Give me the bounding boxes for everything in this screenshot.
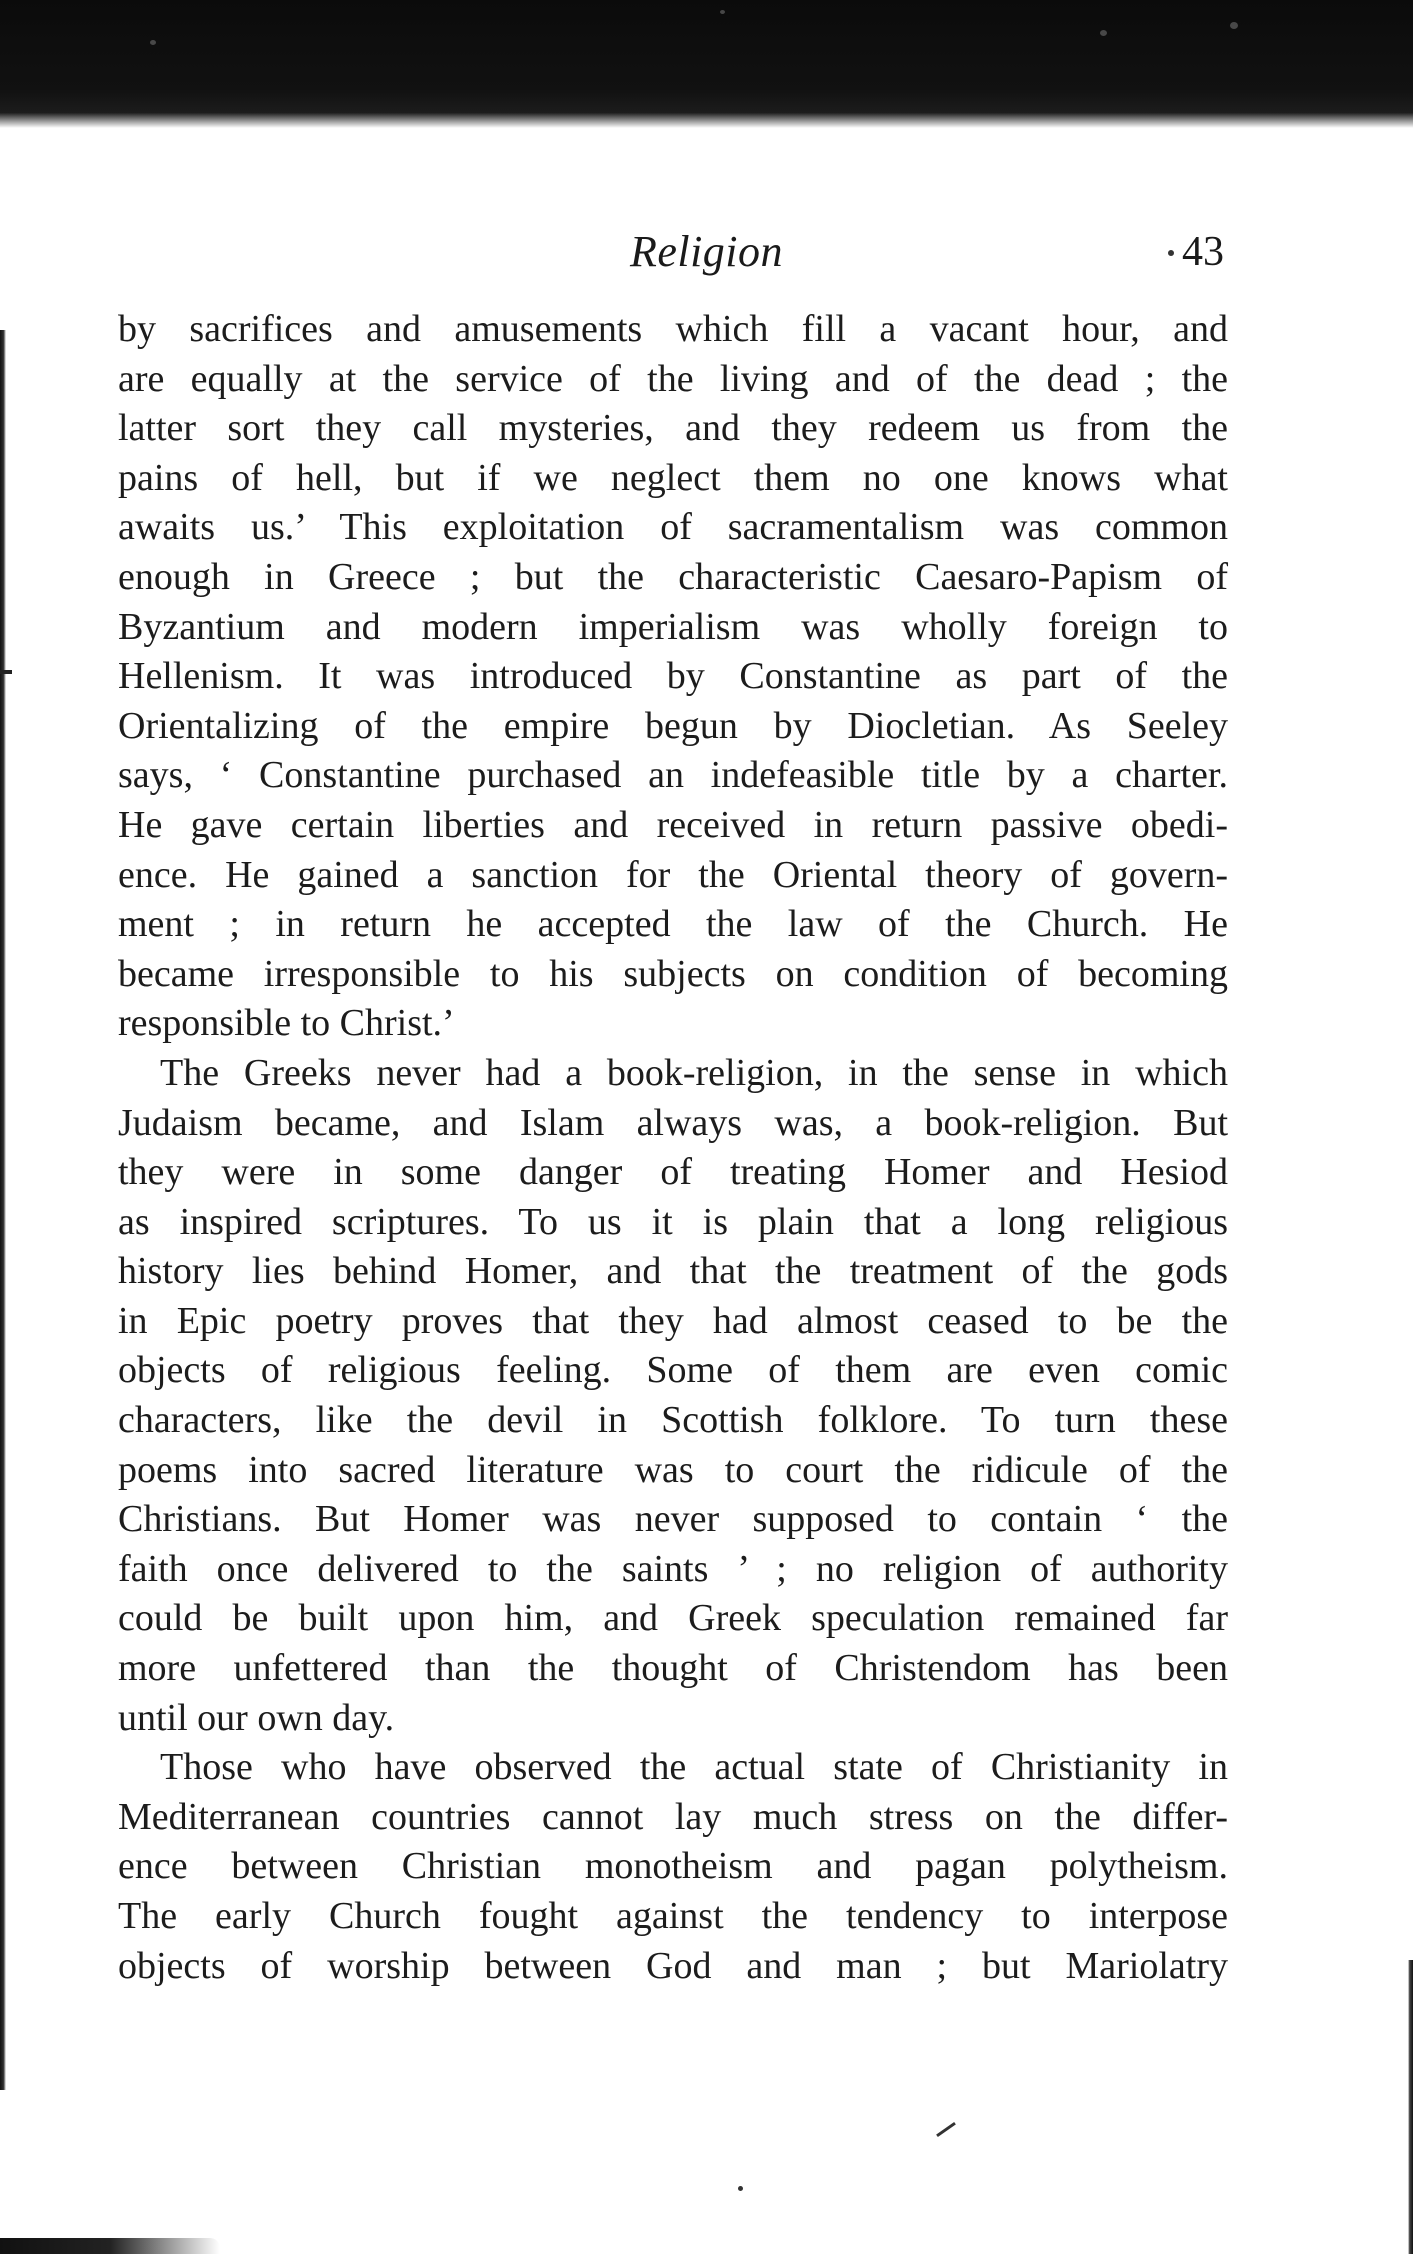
scan-speck <box>150 40 156 45</box>
scan-speck <box>720 10 725 14</box>
scan-speck <box>1100 30 1107 36</box>
text-line: characters, like the devil in Scottish folklore. To turn these <box>118 1399 1228 1442</box>
text-line: enough in Greece ; but the characteristic Caesaro-Papism of <box>118 555 1228 598</box>
text-line: ence. He gained a sanction for the Oriental theory of govern- <box>118 853 1228 896</box>
body-text <box>118 305 1228 1991</box>
text-line: poems into sacred literature was to court the ridicule of the <box>118 1448 1228 1491</box>
text-line: in Epic poetry proves that they had almost ceased to be the <box>118 1299 1228 1342</box>
text-line: Christians. But Homer was never supposed to contain ‘ the <box>118 1498 1228 1541</box>
text-line: became irresponsible to his subjects on condition of becoming <box>118 952 1228 995</box>
text-line: Byzantium and modern imperialism was wholly foreign to <box>118 605 1228 648</box>
text-line: faith once delivered to the saints ’ ; no religion of authority <box>118 1547 1228 1590</box>
scan-right-edge <box>1408 1960 1413 2254</box>
text-line: Hellenism. It was introduced by Constantine as part of the <box>118 655 1228 698</box>
text-line: more unfettered than the thought of Christendom has been <box>118 1647 1228 1690</box>
stray-ink-mark <box>936 2122 956 2137</box>
text-line: pains of hell, but if we neglect them no one knows what <box>118 456 1228 499</box>
scan-top-border <box>0 0 1413 128</box>
text-line: could be built upon him, and Greek speculation remained far <box>118 1597 1228 1640</box>
text-line: by sacrifices and amusements which fill a vacant hour, and <box>118 308 1228 350</box>
text-line: Judaism became, and Islam always was, a book-religion. But <box>118 1101 1228 1144</box>
text-line: they were in some danger of treating Homer and Hesiod <box>118 1151 1228 1194</box>
text-line: history lies behind Homer, and that the treatment of the gods <box>118 1250 1228 1293</box>
stray-ink-dot <box>738 2186 743 2191</box>
text-line: says, ‘ Constantine purchased an indefeasible title by a charter. <box>118 754 1228 797</box>
text-line: ence between Christian monotheism and pagan polytheism. <box>118 1845 1228 1888</box>
page-number-dot <box>1168 250 1174 256</box>
paragraph-end-line: until our own day. <box>118 1696 395 1739</box>
text-line: ment ; in return he accepted the law of the Church. He <box>118 903 1228 946</box>
scan-left-edge <box>0 330 6 2090</box>
scan-speck <box>1230 22 1238 29</box>
text-line: objects of religious feeling. Some of them are even comic <box>118 1349 1228 1392</box>
text-line: are equally at the service of the living and of the dead ; the <box>118 357 1228 400</box>
text-line: He gave certain liberties and received in return passive obedi- <box>118 803 1228 846</box>
running-head <box>0 222 1413 282</box>
scan-left-edge-tick <box>0 670 12 674</box>
paragraph-end-line: responsible to Christ.’ <box>118 1002 455 1045</box>
paragraph-start-line: Those who have observed the actual state of Christianity in <box>160 1746 1228 1789</box>
text-line: as inspired scriptures. To us it is plain that a long religious <box>118 1200 1228 1243</box>
running-title: Religion <box>629 227 784 276</box>
page-number: 43 <box>1182 229 1224 275</box>
paragraph-start-line: The Greeks never had a book-religion, in the sense in which <box>160 1051 1228 1094</box>
text-line: Orientalizing of the empire begun by Diocletian. As Seeley <box>118 704 1228 747</box>
text-line: awaits us.’ This exploitation of sacramentalism was common <box>118 506 1228 549</box>
text-line: latter sort they call mysteries, and they redeem us from the <box>118 407 1228 450</box>
text-line: objects of worship between God and man ; but Mariolatry <box>118 1944 1228 1987</box>
scan-bottom-smear <box>0 2238 220 2254</box>
text-line: Mediterranean countries cannot lay much stress on the differ- <box>118 1795 1228 1838</box>
text-line: The early Church fought against the tendency to interpose <box>118 1895 1228 1937</box>
